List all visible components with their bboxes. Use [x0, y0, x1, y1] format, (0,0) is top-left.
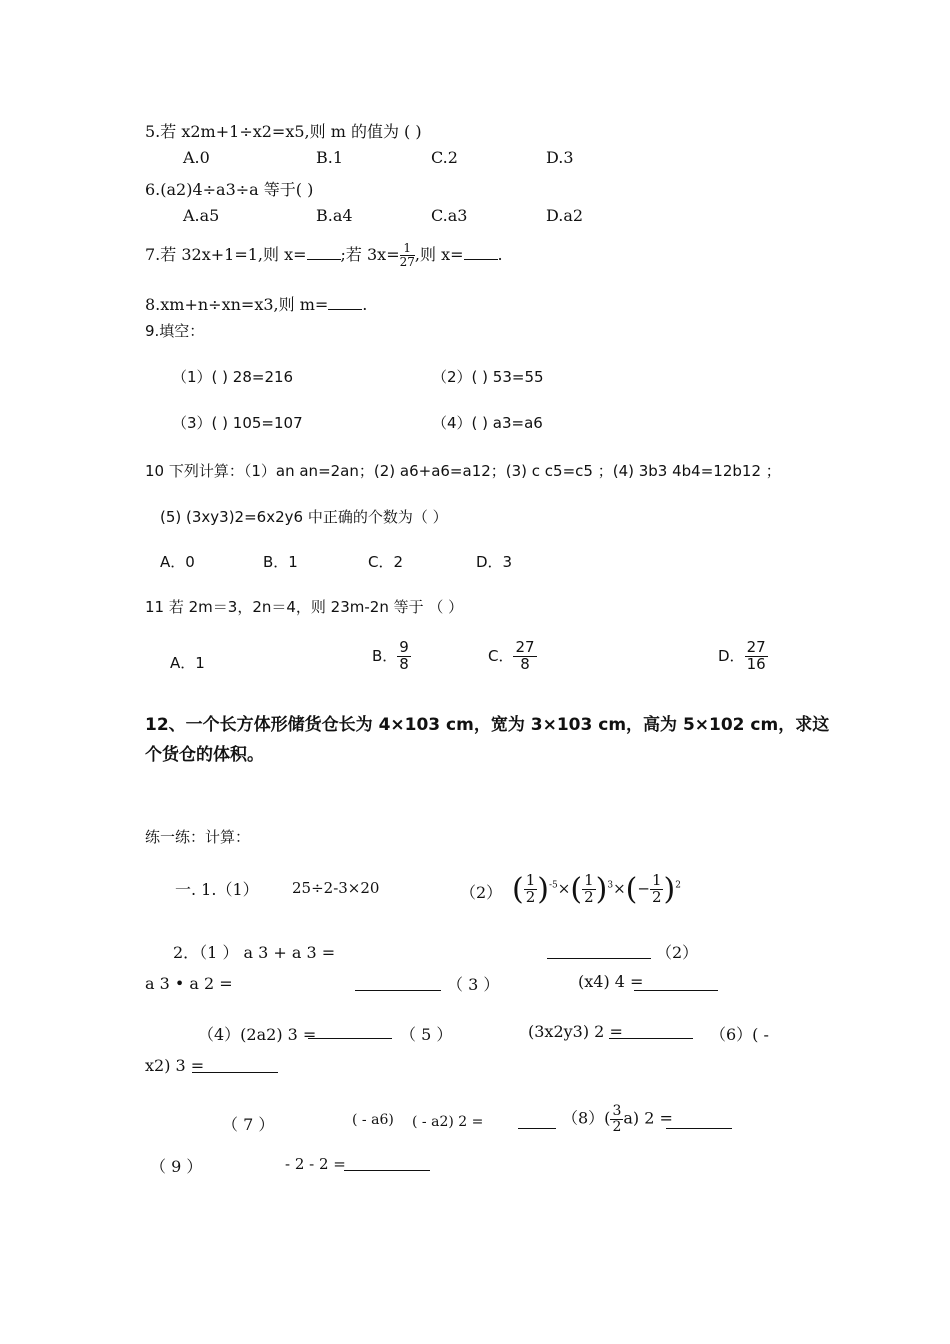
q8-text: 8.xm+n÷xn=x3,则 m= — [145, 295, 329, 314]
exponent-3: 2 — [675, 880, 681, 891]
question-12: 12、一个长方体形储货仓长为 4×103 cm，宽为 3×103 cm，高为 5×102 cm，求这 — [145, 715, 830, 735]
practice-2-8-numerator: 3 — [612, 1103, 622, 1119]
q6-option-b: B.a4 — [316, 206, 353, 225]
practice-2-label: （2） — [460, 883, 503, 902]
q9-item-3: （3）( ) 105=107 — [172, 414, 303, 432]
q11-d-numerator: 27 — [746, 638, 766, 656]
q5-option-b: B.1 — [316, 148, 344, 167]
practice-2-2-label: （2） — [656, 943, 699, 962]
question-10-line-2: (5) (3xy3)2=6x2y6 中正确的个数为（ ） — [160, 508, 448, 526]
q7-part2: ;若 3x= — [340, 245, 400, 264]
half-fraction-3 — [650, 873, 664, 906]
practice-1-label: 一. 1.（1） — [175, 880, 259, 899]
q7-answer-blank-2[interactable] — [464, 259, 498, 260]
half-fraction-1 — [524, 873, 538, 906]
practice-2-expression — [512, 872, 681, 907]
q10-option-c: C．2 — [368, 553, 404, 571]
q6-option-d: D.a2 — [546, 206, 584, 225]
q11-option-a: A．1 — [170, 654, 205, 672]
practice-2-7-term-2: ( - a2) 2 = — [412, 1114, 484, 1130]
half-2-denominator: 2 — [584, 888, 594, 906]
practice-2-5-blank[interactable] — [609, 1038, 693, 1039]
q10-option-a: A．0 — [160, 553, 195, 571]
question-11: 11 若 2m＝3，2n＝4，则 23m-2n 等于 （ ） — [145, 598, 464, 616]
half-1-denominator: 2 — [525, 888, 536, 906]
q11-d-denominator: 16 — [746, 654, 766, 673]
question-7 — [145, 242, 503, 269]
practice-2-7-blank[interactable] — [518, 1128, 556, 1129]
q11-b-numerator: 9 — [399, 638, 409, 656]
practice-2-8-rest: a) 2 = — [623, 1108, 673, 1128]
half-1-numerator: 1 — [525, 871, 536, 890]
practice-2-6-label: （6）( - — [710, 1025, 769, 1044]
practice-2-8-label: （8）( — [562, 1108, 611, 1128]
q5-option-d: D.3 — [546, 148, 574, 167]
practice-2-5-text: (3x2y3) 2 = — [528, 1022, 623, 1041]
question-5: 5.若 x2m+1÷x2=x5,则 m 的值为 ( ) — [145, 122, 422, 141]
practice-2-5-label: （ 5 ） — [400, 1025, 453, 1044]
question-8 — [145, 292, 367, 315]
question-10: 10 下列计算：（1）an an=2an；(2) a6+a6=a12；(3) c c5=c5 ；(4) 3b3 4b4=12b12 ； — [145, 462, 781, 480]
half-3-numerator: 1 — [651, 871, 662, 890]
q11-option-b-label: B． — [372, 646, 398, 665]
half-3-denominator: 2 — [651, 888, 662, 906]
q9-item-1: （1）( ) 28=216 — [172, 368, 294, 386]
q11-b-denominator: 8 — [399, 654, 409, 673]
q7-part3: ,则 x= — [414, 245, 464, 264]
practice-2-6-text: x2) 3 = — [145, 1056, 205, 1075]
practice-2-3-text: (x4) 4 = — [578, 972, 644, 991]
exponent-1: -5 — [548, 880, 558, 891]
q11-option-d-fraction — [745, 640, 768, 673]
half-fraction-2 — [582, 873, 596, 906]
practice-title: 练一练：计算： — [145, 828, 251, 846]
question-9-title: 9.填空： — [145, 322, 205, 340]
left-paren-1: ( — [512, 872, 524, 907]
q9-item-2: （2）( ) 53=55 — [432, 368, 544, 386]
q7-part1: 7.若 32x+1=1,则 x= — [145, 245, 307, 264]
right-paren-3: ) — [663, 872, 676, 907]
practice-2-8-expression — [562, 1104, 673, 1134]
left-paren-3: ( — [625, 872, 638, 907]
q11-option-c — [488, 640, 537, 673]
practice-2-4-blank[interactable] — [308, 1038, 392, 1039]
q9-item-4: （4）( ) a3=a6 — [432, 414, 543, 432]
practice-1-expression: 25÷2-3×20 — [292, 879, 380, 897]
q5-option-a: A.0 — [183, 148, 210, 167]
minus-sign: − — [637, 879, 650, 898]
q7-fraction-denominator: 27 — [399, 255, 415, 269]
q11-option-b-fraction — [397, 640, 411, 673]
practice-2-2-blank[interactable] — [355, 990, 441, 991]
practice-2-9-text: - 2 - 2 = — [285, 1155, 346, 1173]
practice-2-1-blank[interactable] — [547, 958, 651, 959]
question-6: 6.(a2)4÷a3÷a 等于( ) — [145, 180, 314, 199]
q11-option-b — [372, 640, 411, 673]
q7-end: . — [497, 245, 503, 264]
q11-c-denominator: 8 — [520, 654, 530, 673]
practice-2-4-text: （4）(2a2) 3 = — [198, 1025, 317, 1044]
q7-answer-blank-1[interactable] — [307, 259, 341, 260]
times-sign-1: × — [557, 879, 571, 898]
q11-c-numerator: 27 — [515, 638, 535, 656]
exponent-2: 3 — [607, 880, 614, 891]
practice-2-6-blank[interactable] — [192, 1072, 278, 1073]
q7-fraction — [400, 242, 415, 268]
q11-option-d — [718, 640, 768, 673]
right-paren-2: ) — [595, 872, 608, 907]
practice-2-3-blank[interactable] — [634, 990, 718, 991]
q8-answer-blank[interactable] — [328, 309, 362, 310]
q6-option-a: A.a5 — [183, 206, 220, 225]
practice-2-7-term-1: ( - a6) — [352, 1112, 394, 1128]
practice-2-7-label: （ 7 ） — [222, 1115, 275, 1134]
practice-2-8-fraction — [610, 1104, 623, 1134]
practice-2-9-blank[interactable] — [344, 1170, 430, 1171]
practice-2-1-text: 2．（1 ） a 3 + a 3 = — [173, 943, 336, 962]
practice-2-9-label: （ 9 ） — [150, 1157, 203, 1176]
practice-2-8-denominator: 2 — [612, 1118, 622, 1135]
times-sign-2: × — [613, 879, 626, 898]
q11-option-c-label: C． — [488, 646, 514, 665]
q10-option-b: B．1 — [263, 553, 298, 571]
right-paren-1: ) — [537, 872, 549, 907]
practice-2-8-blank[interactable] — [666, 1128, 732, 1129]
left-paren-2: ( — [570, 872, 583, 907]
q7-fraction-numerator: 1 — [400, 242, 415, 256]
q6-option-c: C.a3 — [431, 206, 468, 225]
q5-option-c: C.2 — [431, 148, 458, 167]
half-2-numerator: 1 — [584, 871, 594, 890]
q8-end: . — [362, 295, 368, 314]
q11-option-d-label: D． — [718, 646, 745, 665]
question-12-line-2: 个货仓的体积。 — [145, 745, 264, 765]
q10-option-d: D．3 — [476, 553, 513, 571]
q11-option-c-fraction — [513, 640, 536, 673]
practice-2-3-label: （ 3 ） — [447, 975, 500, 994]
practice-2-2-text: a 3 • a 2 = — [145, 974, 233, 993]
